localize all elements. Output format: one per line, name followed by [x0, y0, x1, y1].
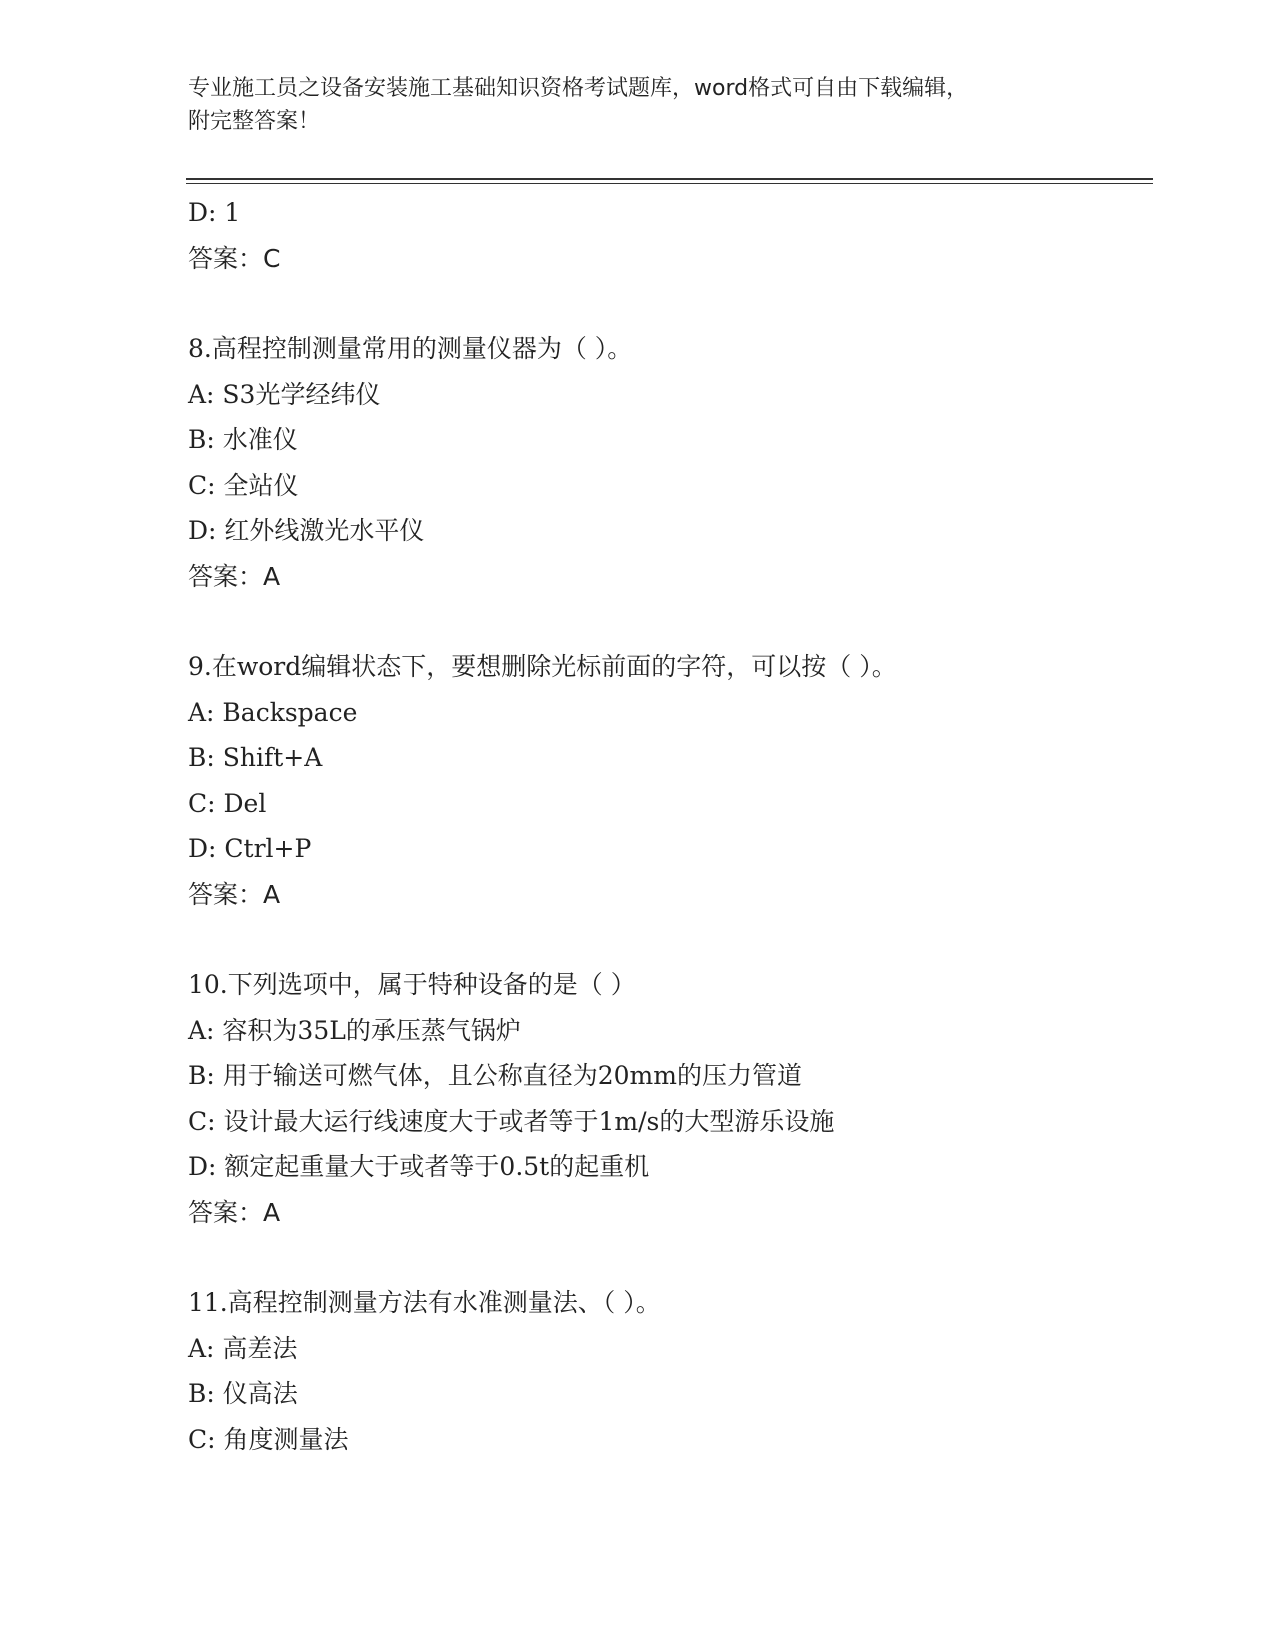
question-stem: 11.高程控制测量方法有水准测量法、（ ）。	[188, 1288, 661, 1317]
header-divider-thin	[186, 183, 1153, 184]
option-a: A: Backspace	[188, 697, 358, 727]
option-b: B: 仪高法	[188, 1379, 298, 1408]
option-c: C: 设计最大运行线速度大于或者等于1m/s的大型游乐设施	[188, 1106, 835, 1136]
option-a: A: 容积为35L的承压蒸气锅炉	[188, 1015, 521, 1045]
option-b: B: 水准仪	[188, 425, 298, 454]
answer: 答案：A	[188, 561, 281, 591]
option-d: D: 额定起重量大于或者等于0.5t的起重机	[188, 1152, 650, 1181]
question-9	[188, 644, 1148, 917]
document-header	[188, 72, 1088, 138]
option-a: A: 高差法	[188, 1333, 298, 1363]
option-c: C: 全站仪	[188, 470, 299, 500]
question-stem: 9.在word编辑状态下，要想删除光标前面的字符，可以按（ ）。	[188, 652, 897, 681]
header-line-1: 专业施工员之设备安装施工基础知识资格考试题库，word格式可自由下载编辑，	[188, 76, 969, 101]
question-10	[188, 962, 1148, 1235]
question-11	[188, 1280, 1148, 1462]
question-stem: 8.高程控制测量常用的测量仪器为（ ）。	[188, 334, 633, 363]
prev-option-d: D: 1	[188, 198, 241, 227]
question-stem: 10.下列选项中，属于特种设备的是（ ）	[188, 970, 636, 999]
option-d: D: 红外线激光水平仪	[188, 516, 425, 545]
option-d: D: Ctrl+P	[188, 834, 312, 863]
answer: 答案：A	[188, 1197, 281, 1227]
document-body	[188, 190, 1148, 1462]
answer: 答案：A	[188, 879, 281, 909]
option-b: B: Shift+A	[188, 743, 323, 772]
option-c: C: Del	[188, 788, 267, 818]
question-8	[188, 326, 1148, 599]
header-divider-thick	[186, 178, 1153, 180]
option-a: A: S3光学经纬仪	[188, 379, 381, 409]
option-b: B: 用于输送可燃气体，且公称直径为20mm的压力管道	[188, 1061, 802, 1090]
prev-answer: 答案：C	[188, 243, 281, 273]
header-line-2: 附完整答案！	[188, 109, 321, 134]
option-c: C: 角度测量法	[188, 1424, 349, 1454]
